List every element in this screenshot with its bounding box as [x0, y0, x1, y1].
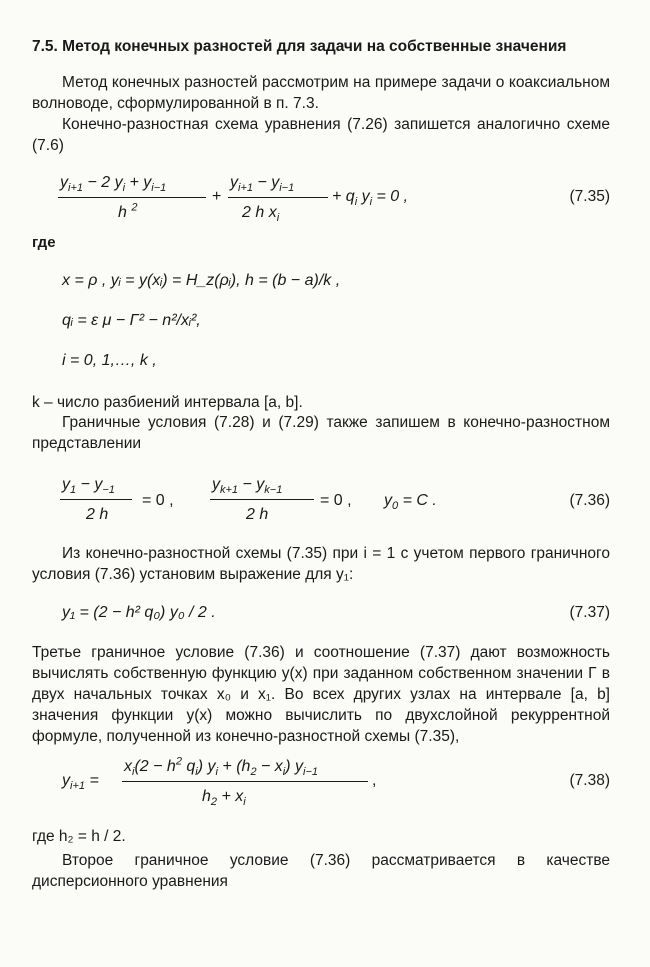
eq737-number: (7.37)	[569, 604, 610, 621]
paragraph-third-condition: Третье граничное условие (7.36) и соотношение (7.37) дают возможность вычислять собственную функцию y(x) при заданном собственном значении Γ в двух начальных точках x₀ и x₁. Во всех других узлах на интервале [a, b] значения функции y(x) можно вычислить по двухслойной рекуррентной формуле, полученной из конечно-разностной схемы (7.35),	[32, 644, 610, 745]
eq735-frac2-den: 2 h $x_i$	[242, 204, 280, 225]
definition-line-3: i = 0, 1,…, k ,	[62, 352, 157, 369]
eq735-frac2-bar	[228, 197, 328, 198]
eq735-frac1-den: h $^2$	[118, 201, 138, 221]
paragraph-dispersion: Второе граничное условие (7.36) рассматривается в качестве дисперсионного уравнения	[32, 852, 610, 890]
eq738-lhs: $y_{i+1}$ =	[62, 772, 99, 793]
eq736-frac1-den: 2 h	[86, 506, 109, 523]
eq736-frac1-num: $y_1 - y_{-1}$	[62, 476, 115, 497]
eq736-frac1-bar	[60, 499, 132, 500]
definition-line-1: x = ρ , yᵢ = y(xᵢ) = H_z(ρᵢ), h = (b − a)/k ,	[62, 272, 341, 289]
paragraph-intro: Метод конечных разностей рассмотрим на примере задачи о коаксиальном волноводе, сформулированной в п. 7.3.	[32, 74, 610, 112]
paragraph-boundary: Граничные условия (7.28) и (7.29) также запишем в конечно-разностном представлении	[32, 414, 610, 452]
eq735-frac1-bar	[58, 197, 206, 198]
where-label-1: где	[32, 234, 56, 251]
eq736-frac2-bar	[210, 499, 314, 500]
eq735-frac2-num: $y_{i+1} - y_{i-1}$	[230, 174, 295, 195]
eq735-number: (7.35)	[569, 188, 610, 205]
eq736-frac2-den: 2 h	[246, 506, 269, 523]
eq736-eq3: $y_0 = C$ .	[384, 492, 437, 513]
eq736-number: (7.36)	[569, 492, 610, 509]
section-heading: 7.5. Метод конечных разностей для задачи на собственные значения	[32, 38, 567, 55]
eq735-frac1-num: $y_{i+1} - 2$ $y_i + y_{i-1}$	[60, 174, 167, 195]
paragraph-scheme: Конечно-разностная схема уравнения (7.26) запишется аналогично схеме (7.6)	[32, 116, 610, 154]
eq738-number: (7.38)	[569, 772, 610, 789]
eq738-den: $h_2 + x_i$	[202, 788, 246, 809]
paragraph-k-definition: k – число разбиений интервала [a, b].	[32, 394, 303, 411]
eq736-frac2-num: $y_{k+1} - y_{k-1}$	[212, 476, 283, 497]
eq738-comma: ,	[372, 772, 377, 789]
eq736-eq1: = 0 ,	[142, 492, 174, 509]
equation-7-37: y₁ = (2 − h² q₀) y₀ / 2 .	[62, 604, 216, 621]
paragraph-from-scheme: Из конечно-разностной схемы (7.35) при i = 1 с учетом первого граничного условия (7.36) установим выражение для y₁:	[32, 545, 610, 583]
eq738-num: $x_i(2 - h^2$ $q_i$) $y_i + (h_2 - x_i)$ $y_{i-1}$	[124, 755, 319, 779]
eq736-eq2: = 0 ,	[320, 492, 352, 509]
eq738-bar	[122, 781, 368, 782]
eq735-tail: + $q_i$ $y_i = 0$ ,	[332, 188, 409, 209]
eq735-plus: +	[212, 188, 222, 205]
paragraph-h2-definition: где h₂ = h / 2.	[32, 828, 126, 845]
definition-line-2: qᵢ = ε μ − Γ² − n²/xᵢ²,	[62, 312, 201, 329]
